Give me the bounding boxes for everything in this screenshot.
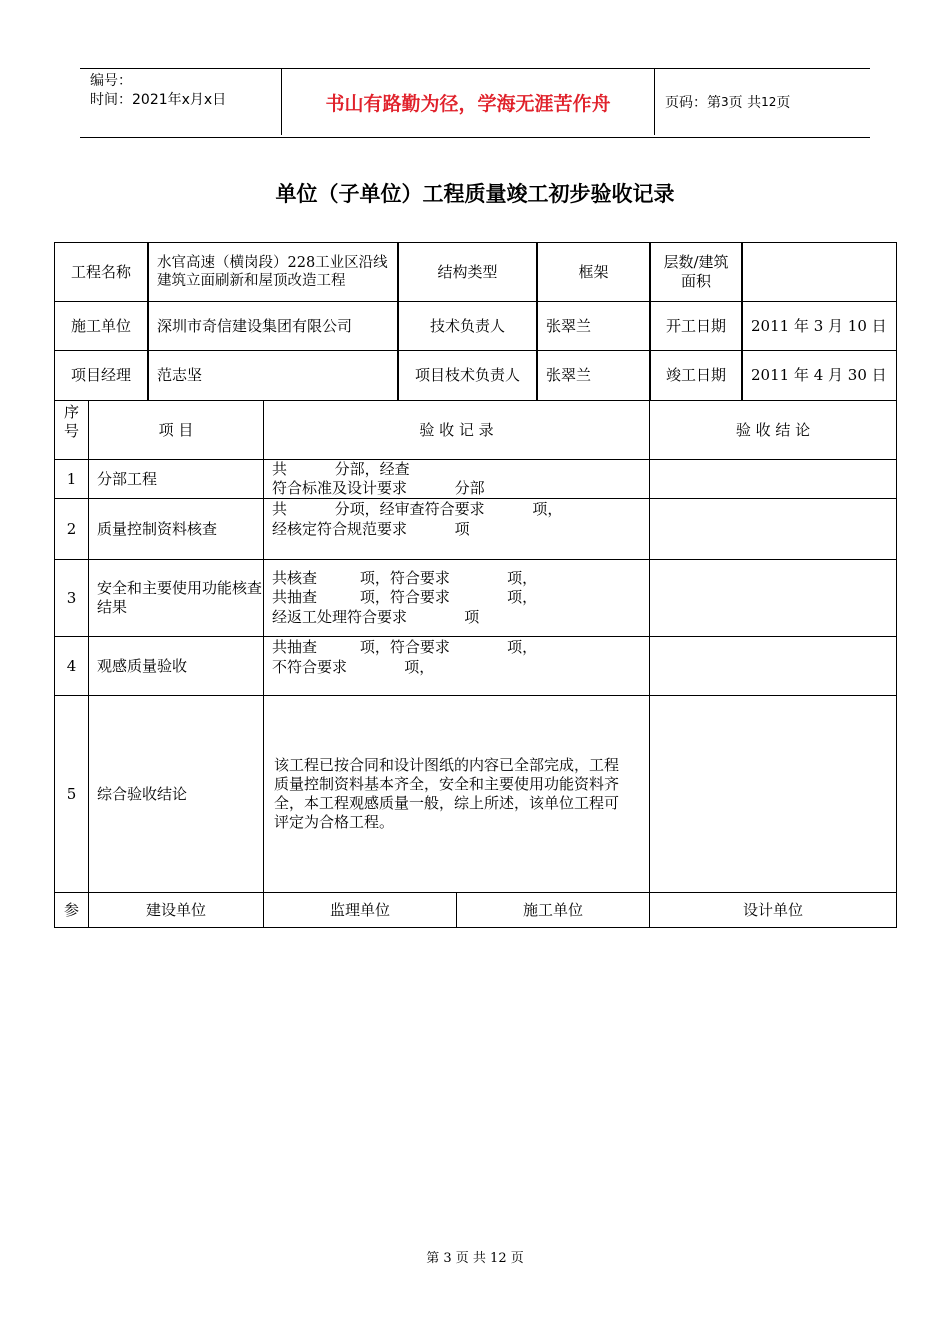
end-date-label: 竣工日期: [650, 350, 742, 401]
project-tech-label: 项目枝术负责人: [398, 350, 537, 401]
row-5-record: 该工程已按合同和设计图纸的内容已全部完成，工程质量控制资料基本齐全，安全和主要使用功能资料齐全，本工程观感质量一般，综上所述，该单位工程可评定为合格工程。: [263, 695, 650, 893]
document-header: [80, 68, 870, 138]
number-label: 编号：: [90, 73, 132, 89]
row-5-conclusion: [649, 695, 897, 893]
row-3-seq: 3: [54, 559, 89, 637]
designer-unit: 设计单位: [649, 892, 897, 928]
floors-label: 层数/建筑面积: [650, 242, 742, 302]
project-name-label: 工程名称: [54, 242, 148, 302]
row-3-conclusion: [649, 559, 897, 637]
page-title: 单位（子单位）工程质量竣工初步验收记录: [275, 182, 675, 206]
row-1-seq: 1: [54, 459, 89, 499]
tech-lead-label: 技术负责人: [398, 301, 537, 351]
row-1-record: 共 分部，经查 符合标准及设计要求 分部: [263, 459, 650, 499]
record-header: 验 收 记 录: [263, 400, 650, 460]
motto: 书山有路勤为径，学海无涯苦作舟: [281, 69, 655, 135]
row-4-item: 观感质量验收: [88, 636, 264, 696]
row-4-seq: 4: [54, 636, 89, 696]
page-footer: 第 3 页 共 12 页: [426, 1251, 524, 1266]
project-tech: 张翠兰: [537, 350, 650, 401]
floors-value: [742, 242, 897, 302]
item-header: 项 目: [88, 400, 264, 460]
page-total: 12: [761, 95, 777, 109]
start-date-label: 开工日期: [650, 301, 742, 351]
supervisor-unit: 监理单位: [263, 892, 457, 928]
row-2-conclusion: [649, 498, 897, 560]
page-number: 3: [721, 95, 729, 109]
time-label: 时间：2021年x月x日: [90, 92, 227, 108]
row-3-record: 共核查 项，符合要求 项， 共抽查 项，符合要求 项， 经返工处理符合要求 项: [263, 559, 650, 637]
conclusion-header: 验 收 结 论: [649, 400, 897, 460]
owner-unit: 建设单位: [88, 892, 264, 928]
header-meta: [90, 72, 280, 110]
structure-value: 框架: [537, 242, 650, 302]
contractor: 深圳市奇信建设集团有限公司: [148, 301, 398, 351]
row-4-record: 共抽查 项，符合要求 项， 不符合要求 项，: [263, 636, 650, 696]
manager-label: 项目经理: [54, 350, 148, 401]
end-date: 2011 年 4 月 30 日: [742, 350, 897, 401]
row-1-item: 分部工程: [88, 459, 264, 499]
tech-lead: 张翠兰: [537, 301, 650, 351]
contractor-label: 施工单位: [54, 301, 148, 351]
acceptance-table: [54, 242, 896, 928]
row-2-item: 质量控制资料核查: [88, 498, 264, 560]
row-2-record: 共 分项，经审查符合要求 项， 经核定符合规范要求 项: [263, 498, 650, 560]
start-date: 2011 年 3 月 10 日: [742, 301, 897, 351]
builder-unit: 施工单位: [456, 892, 650, 928]
project-name: 水官高速（横岗段）228工业区沿线建筑立面刷新和屋顶改造工程: [148, 242, 398, 302]
row-5-item: 综合验收结论: [88, 695, 264, 893]
structure-label: 结构类型: [398, 242, 537, 302]
participants-label: 参: [54, 892, 89, 928]
row-4-conclusion: [649, 636, 897, 696]
page-indicator: 页码：第 3 页 共 12 页: [665, 95, 791, 111]
row-5-seq: 5: [54, 695, 89, 893]
seq-header: 序号: [54, 400, 89, 460]
row-2-seq: 2: [54, 498, 89, 560]
row-3-item: 安全和主要使用功能核查结果: [88, 559, 264, 637]
row-1-conclusion: [649, 459, 897, 499]
manager: 范志坚: [148, 350, 398, 401]
